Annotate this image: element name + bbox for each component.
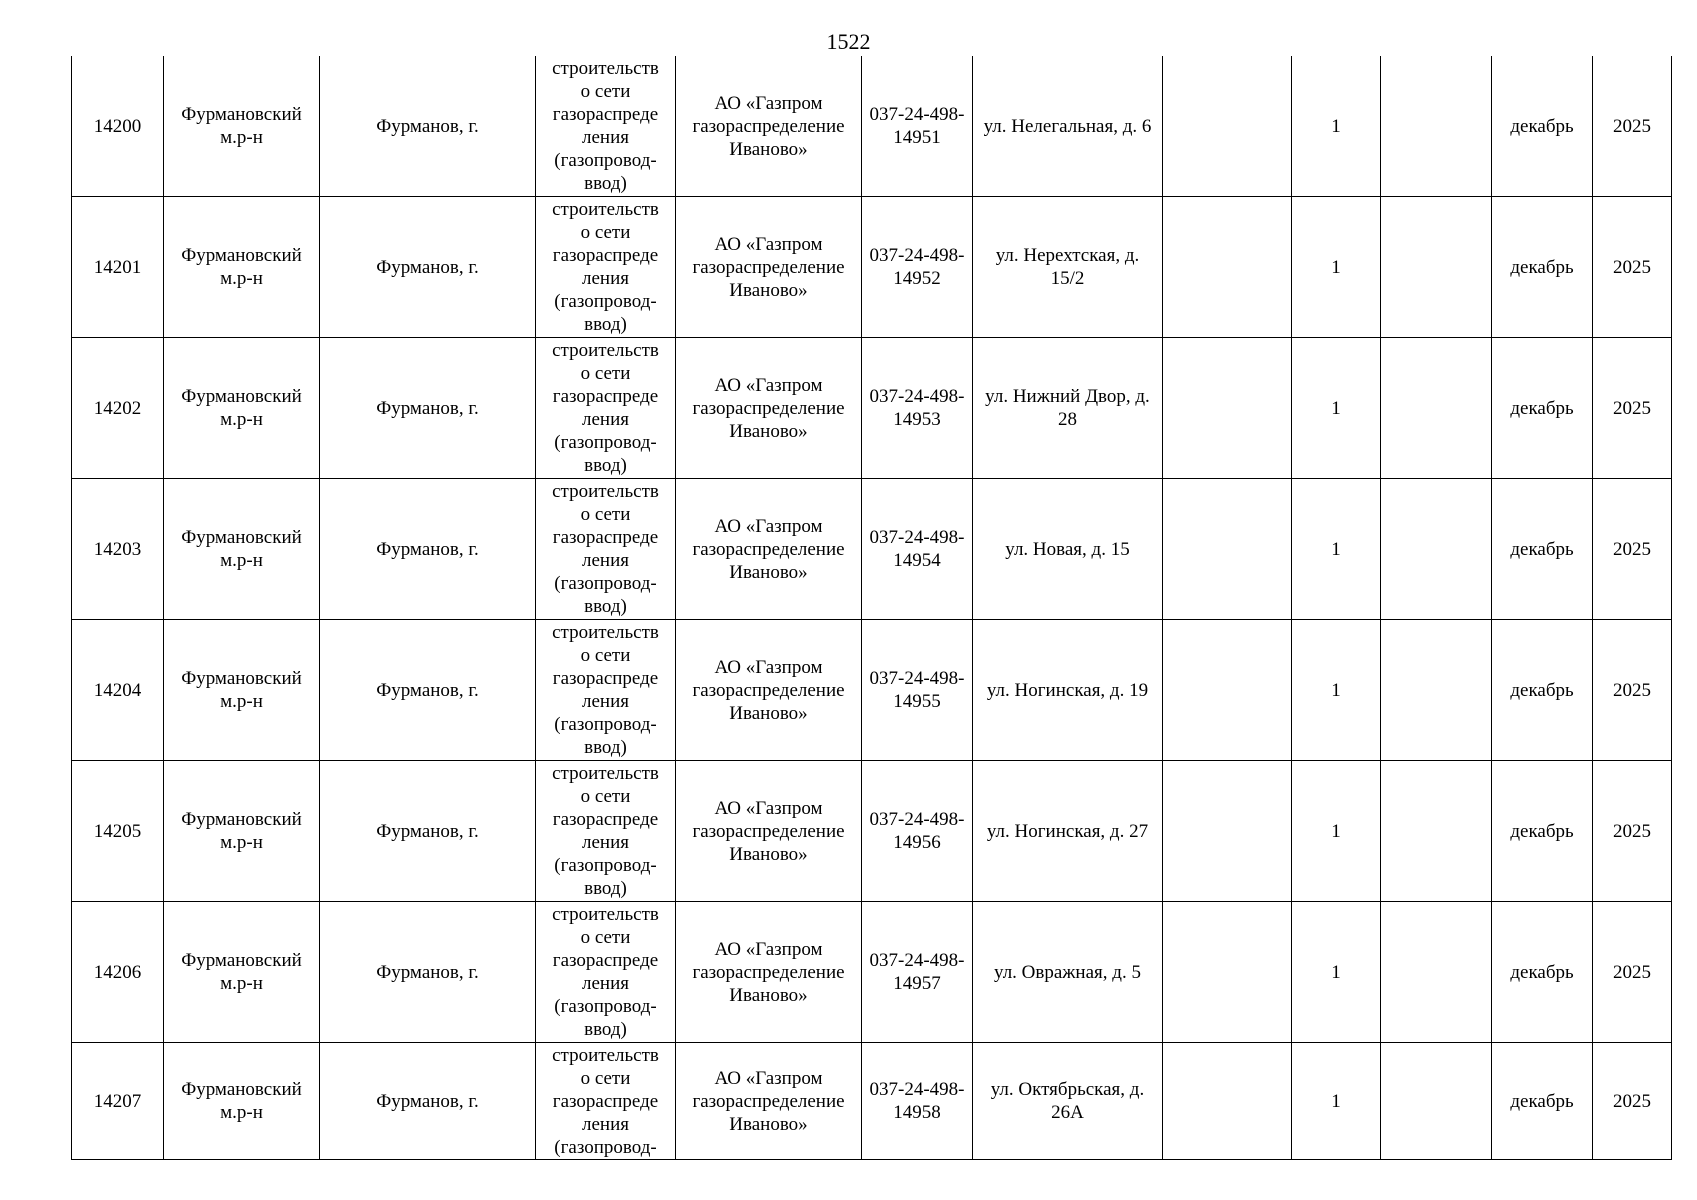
cell-blank-column <box>1163 620 1292 761</box>
work-type-line: о сети <box>580 1067 631 1089</box>
work-type-line: (газопровод- <box>554 996 657 1017</box>
work-type-line: газораспреде <box>552 527 659 548</box>
cell-year: 2025 <box>1593 338 1672 479</box>
page-number: 1522 <box>826 29 871 54</box>
cell-organization: АО «Газпром газораспределение Иваново» <box>676 56 862 197</box>
cell-row-number: 14204 <box>72 620 164 761</box>
cell-work-type <box>536 902 676 1043</box>
work-type-line: ввод) <box>584 596 627 617</box>
cell-month: декабрь <box>1492 620 1593 761</box>
cell-work-type <box>536 479 676 620</box>
work-type-text <box>540 621 671 759</box>
cell-month: декабрь <box>1492 479 1593 620</box>
cell-quantity: 1 <box>1292 197 1381 338</box>
cell-blank-column <box>1381 620 1492 761</box>
cell-address: ул. Нижний Двор, д. 28 <box>973 338 1163 479</box>
cell-object-code: 037-24-498-14956 <box>862 761 973 902</box>
cell-settlement: Фурманов, г. <box>320 479 536 620</box>
work-type-line: ввод) <box>584 314 627 335</box>
cell-quantity: 1 <box>1292 338 1381 479</box>
work-type-line: (газопровод- <box>554 714 657 735</box>
cell-blank-column <box>1381 1043 1492 1160</box>
cell-address: ул. Ногинская, д. 19 <box>973 620 1163 761</box>
cell-organization: АО «Газпром газораспределение Иваново» <box>676 338 862 479</box>
cell-quantity: 1 <box>1292 56 1381 197</box>
cell-blank-column <box>1163 1043 1292 1160</box>
table-row <box>72 479 1672 620</box>
cell-organization: АО «Газпром газораспределение Иваново» <box>676 902 862 1043</box>
cell-row-number: 14203 <box>72 479 164 620</box>
cell-address: ул. Овражная, д. 5 <box>973 902 1163 1043</box>
table-row <box>72 761 1672 902</box>
work-type-line: строительств <box>552 58 659 79</box>
cell-settlement: Фурманов, г. <box>320 761 536 902</box>
cell-settlement: Фурманов, г. <box>320 197 536 338</box>
work-type-line: строительств <box>552 481 659 502</box>
work-type-line: строительств <box>552 904 659 925</box>
table-row <box>72 56 1672 197</box>
cell-month: декабрь <box>1492 1043 1593 1160</box>
cell-month: декабрь <box>1492 761 1593 902</box>
cell-blank-column <box>1163 197 1292 338</box>
work-type-line: ввод) <box>584 173 627 194</box>
work-type-line: строительств <box>552 763 659 784</box>
work-type-line: строительств <box>552 1044 659 1066</box>
table-row <box>72 338 1672 479</box>
work-type-text <box>540 198 671 336</box>
work-type-line: ления <box>582 268 629 289</box>
work-type-line: ления <box>582 127 629 148</box>
cell-row-number: 14201 <box>72 197 164 338</box>
work-type-text <box>540 339 671 477</box>
work-type-line: о сети <box>580 927 631 948</box>
cell-blank-column <box>1163 56 1292 197</box>
cell-settlement: Фурманов, г. <box>320 56 536 197</box>
work-type-line: газораспреде <box>552 245 659 266</box>
cell-organization: АО «Газпром газораспределение Иваново» <box>676 197 862 338</box>
work-type-line: о сети <box>580 363 631 384</box>
work-type-line: ления <box>582 409 629 430</box>
work-type-line: о сети <box>580 504 631 525</box>
work-type-text <box>540 903 671 1041</box>
cell-organization: АО «Газпром газораспределение Иваново» <box>676 1043 862 1160</box>
cell-object-code: 037-24-498-14953 <box>862 338 973 479</box>
cell-year: 2025 <box>1593 620 1672 761</box>
cell-district: Фурмановский м.р-н <box>164 56 320 197</box>
work-type-line: строительств <box>552 340 659 361</box>
work-type-line: строительств <box>552 199 659 220</box>
cell-blank-column <box>1163 338 1292 479</box>
cell-row-number: 14200 <box>72 56 164 197</box>
work-type-line: газораспреде <box>552 1090 659 1112</box>
work-type-line: (газопровод- <box>554 432 657 453</box>
cell-organization: АО «Газпром газораспределение Иваново» <box>676 479 862 620</box>
work-type-text <box>540 57 671 195</box>
work-type-line: (газопровод- <box>554 150 657 171</box>
work-type-line: ления <box>582 550 629 571</box>
cell-year: 2025 <box>1593 1043 1672 1160</box>
cell-work-type <box>536 761 676 902</box>
work-type-line: ввод) <box>584 455 627 476</box>
cell-row-number: 14206 <box>72 902 164 1043</box>
cell-object-code: 037-24-498-14951 <box>862 56 973 197</box>
cell-work-type <box>536 1043 676 1160</box>
cell-address: ул. Нерехтская, д. 15/2 <box>973 197 1163 338</box>
cell-work-type <box>536 338 676 479</box>
work-type-line: газораспреде <box>552 950 659 971</box>
cell-year: 2025 <box>1593 761 1672 902</box>
cell-settlement: Фурманов, г. <box>320 902 536 1043</box>
cell-blank-column <box>1163 902 1292 1043</box>
cell-year: 2025 <box>1593 479 1672 620</box>
work-type-line: ления <box>582 691 629 712</box>
work-type-line: газораспреде <box>552 809 659 830</box>
cell-district: Фурмановский м.р-н <box>164 1043 320 1160</box>
cell-district: Фурмановский м.р-н <box>164 479 320 620</box>
cell-address: ул. Нелегальная, д. 6 <box>973 56 1163 197</box>
cell-blank-column <box>1381 479 1492 620</box>
cell-address: ул. Ногинская, д. 27 <box>973 761 1163 902</box>
cell-row-number: 14202 <box>72 338 164 479</box>
work-type-line: газораспреде <box>552 668 659 689</box>
work-type-line: о сети <box>580 645 631 666</box>
table-body <box>72 56 1672 1160</box>
work-type-line: строительств <box>552 622 659 643</box>
cell-object-code: 037-24-498-14954 <box>862 479 973 620</box>
table-row <box>72 620 1672 761</box>
cell-object-code: 037-24-498-14957 <box>862 902 973 1043</box>
cell-settlement: Фурманов, г. <box>320 620 536 761</box>
cell-district: Фурмановский м.р-н <box>164 902 320 1043</box>
work-type-line: газораспреде <box>552 104 659 125</box>
work-type-line: о сети <box>580 786 631 807</box>
cell-month: декабрь <box>1492 56 1593 197</box>
work-type-text <box>540 762 671 900</box>
cell-year: 2025 <box>1593 197 1672 338</box>
cell-organization: АО «Газпром газораспределение Иваново» <box>676 620 862 761</box>
work-type-text <box>540 480 671 618</box>
cell-district: Фурмановский м.р-н <box>164 338 320 479</box>
cell-settlement: Фурманов, г. <box>320 338 536 479</box>
table-row <box>72 902 1672 1043</box>
work-type-line: ввод) <box>584 1019 627 1040</box>
work-type-line: ления <box>582 832 629 853</box>
cell-blank-column <box>1381 197 1492 338</box>
cell-organization: АО «Газпром газораспределение Иваново» <box>676 761 862 902</box>
cell-quantity: 1 <box>1292 620 1381 761</box>
cell-object-code: 037-24-498-14952 <box>862 197 973 338</box>
cell-quantity: 1 <box>1292 761 1381 902</box>
cell-row-number: 14207 <box>72 1043 164 1160</box>
cell-settlement: Фурманов, г. <box>320 1043 536 1160</box>
cell-quantity: 1 <box>1292 1043 1381 1160</box>
work-type-line: газораспреде <box>552 386 659 407</box>
work-type-line: ления <box>582 973 629 994</box>
cell-quantity: 1 <box>1292 479 1381 620</box>
cell-address: ул. Новая, д. 15 <box>973 479 1163 620</box>
cell-blank-column <box>1163 479 1292 620</box>
cell-month: декабрь <box>1492 902 1593 1043</box>
cell-year: 2025 <box>1593 56 1672 197</box>
cell-quantity: 1 <box>1292 902 1381 1043</box>
cell-year: 2025 <box>1593 902 1672 1043</box>
cell-object-code: 037-24-498-14958 <box>862 1043 973 1160</box>
cell-month: декабрь <box>1492 197 1593 338</box>
work-type-text <box>540 1044 671 1159</box>
cell-work-type <box>536 56 676 197</box>
work-type-line: (газопровод- <box>554 291 657 312</box>
work-type-line: ввод) <box>584 737 627 758</box>
cell-work-type <box>536 197 676 338</box>
cell-address: ул. Октябрьская, д. 26А <box>973 1043 1163 1160</box>
cell-blank-column <box>1381 761 1492 902</box>
cell-blank-column <box>1381 338 1492 479</box>
cell-district: Фурмановский м.р-н <box>164 761 320 902</box>
work-type-line: (газопровод- <box>554 573 657 594</box>
cell-blank-column <box>1381 56 1492 197</box>
cell-row-number: 14205 <box>72 761 164 902</box>
table-row <box>72 197 1672 338</box>
cell-district: Фурмановский м.р-н <box>164 197 320 338</box>
table-row <box>72 1043 1672 1160</box>
cell-object-code: 037-24-498-14955 <box>862 620 973 761</box>
cell-blank-column <box>1381 902 1492 1043</box>
cell-blank-column <box>1163 761 1292 902</box>
work-type-line: о сети <box>580 81 631 102</box>
cell-work-type <box>536 620 676 761</box>
cell-district: Фурмановский м.р-н <box>164 620 320 761</box>
work-type-line: (газопровод- <box>554 855 657 876</box>
work-type-line: (газопровод- <box>554 1136 657 1158</box>
register-table <box>71 56 1672 1160</box>
work-type-line: ввод) <box>584 878 627 899</box>
work-type-line: ления <box>582 1113 629 1135</box>
cell-month: декабрь <box>1492 338 1593 479</box>
work-type-line: о сети <box>580 222 631 243</box>
